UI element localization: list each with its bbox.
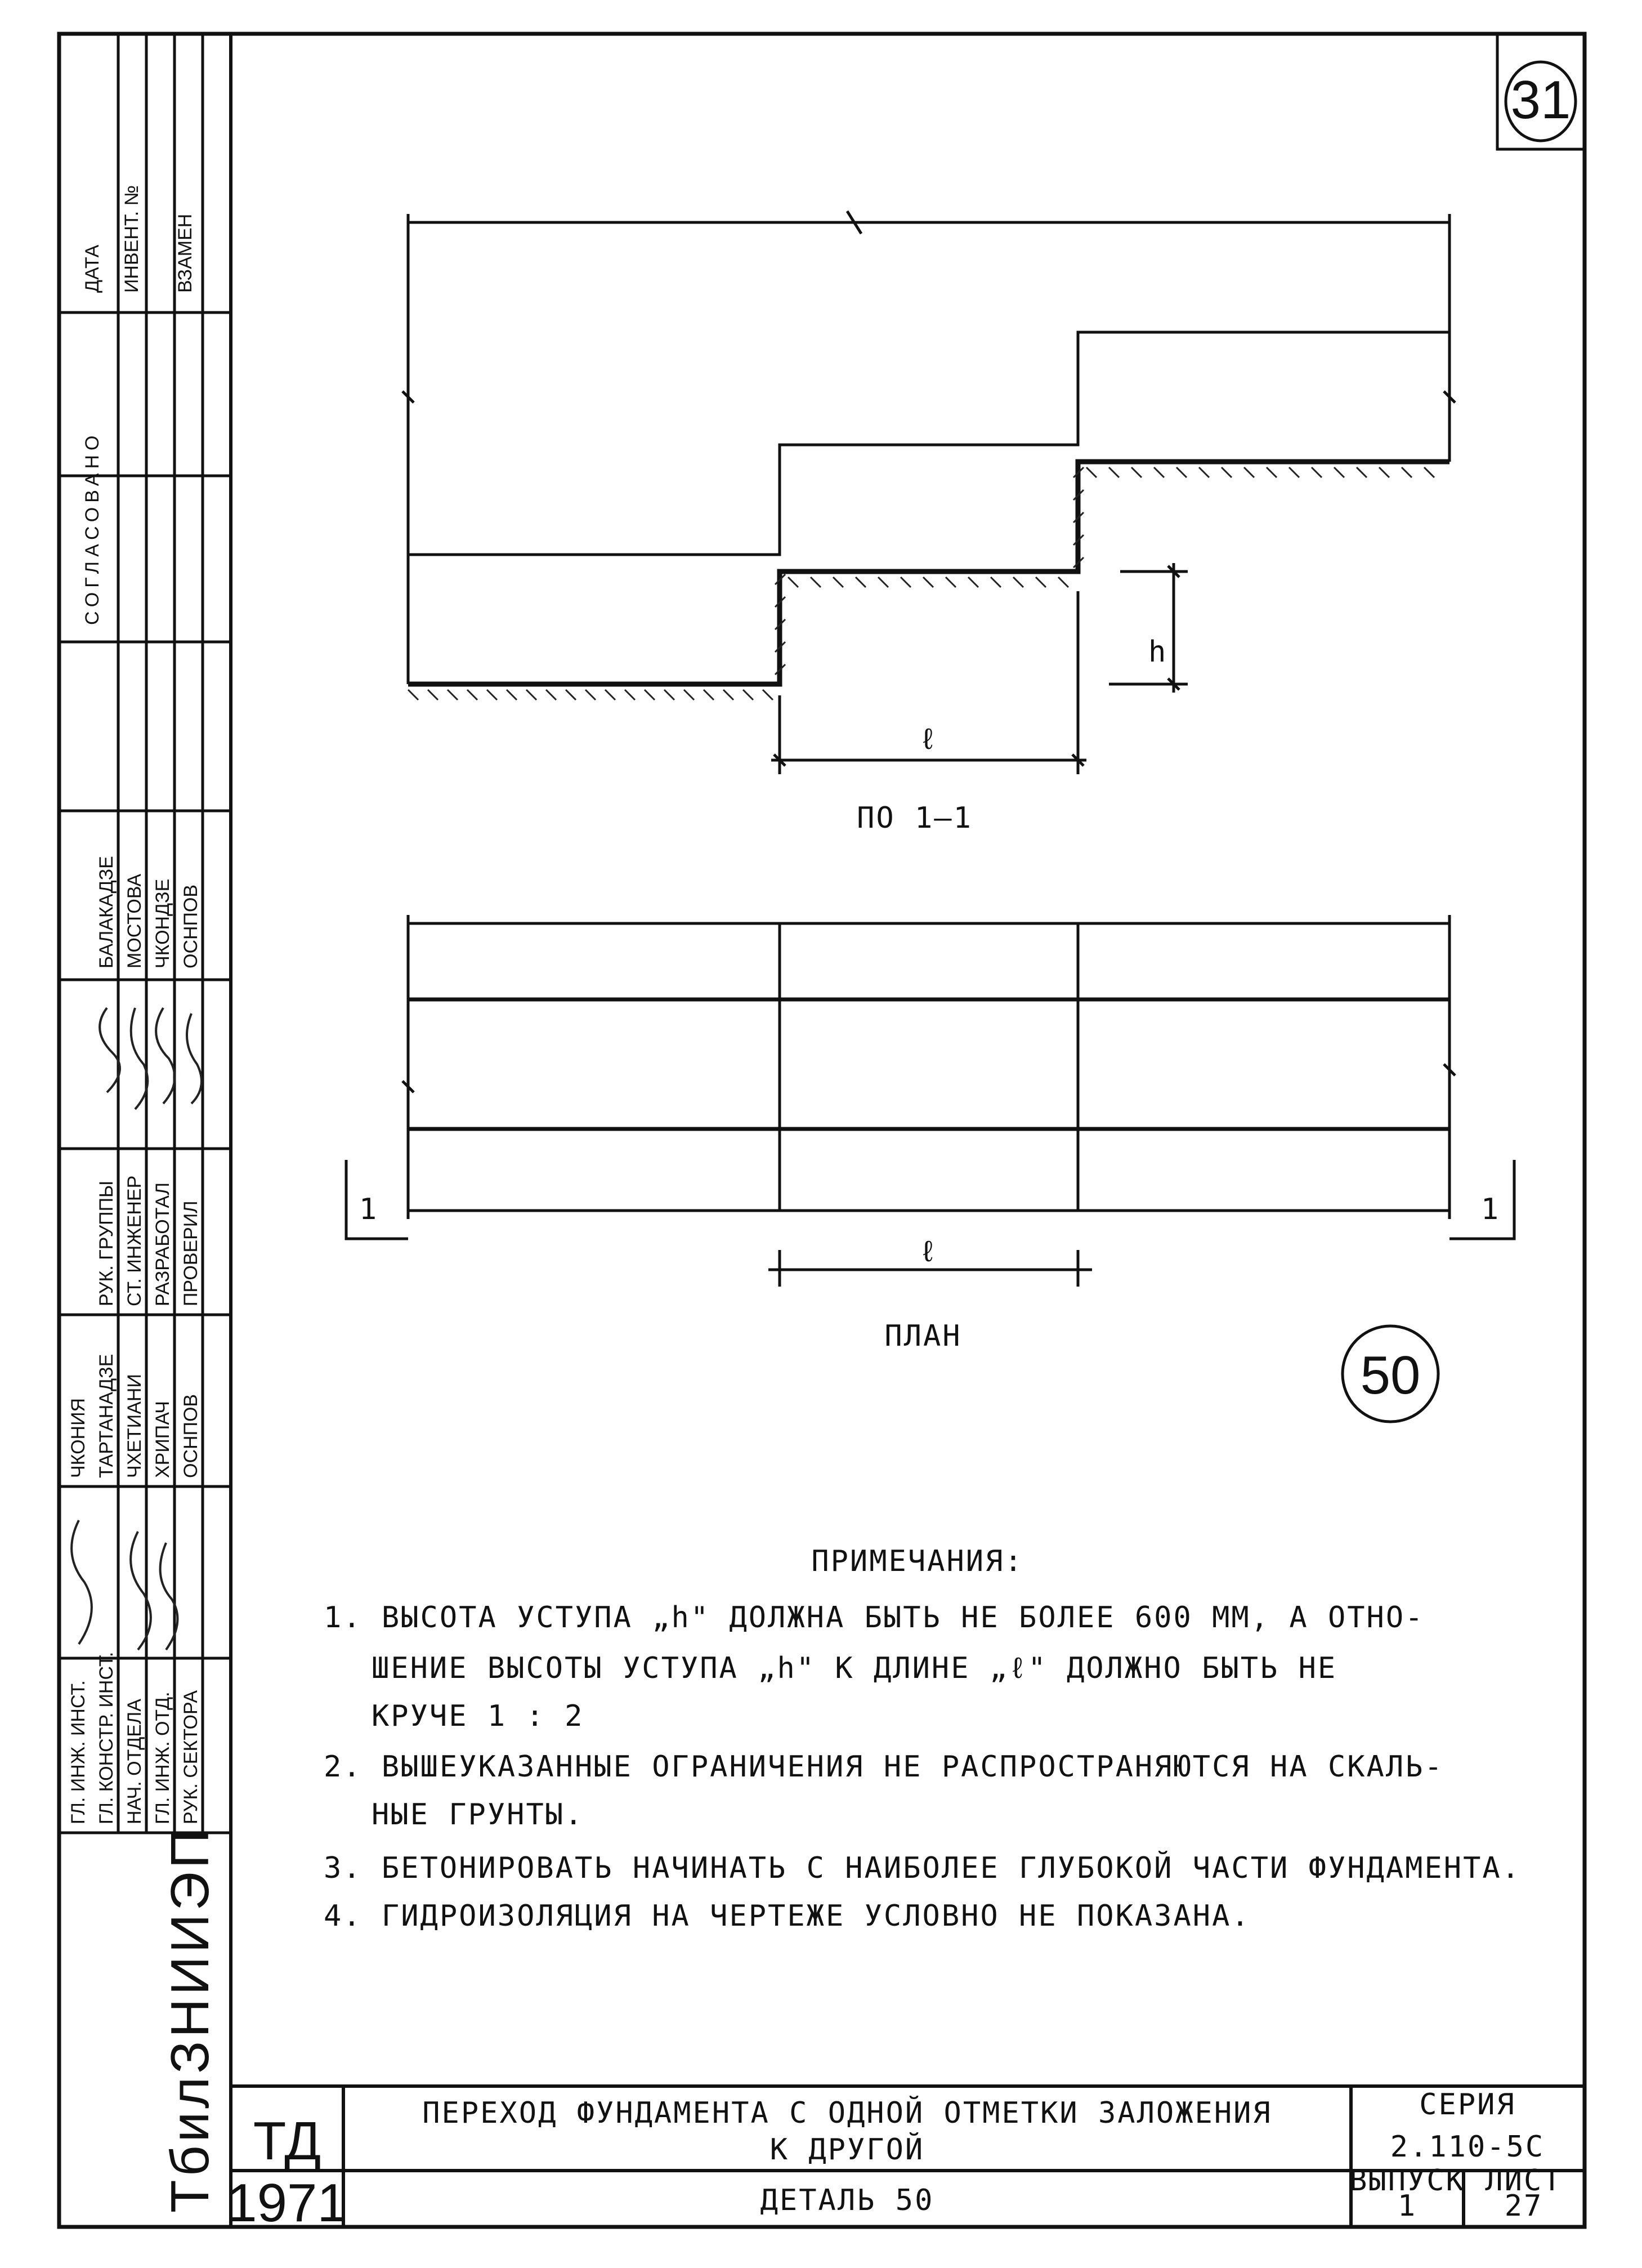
foundation-bottom-outline xyxy=(408,462,1449,684)
series-label: СЕРИЯ xyxy=(1419,2088,1516,2122)
stamp-name-b-4: ХРИПАЧ xyxy=(152,1401,173,1478)
section-view xyxy=(402,211,1455,684)
title-line-2: К ДРУГОЙ xyxy=(769,2133,925,2167)
stamp-name-b-3: ЧХЕТИАНИ xyxy=(124,1374,145,1478)
org-code: ТД xyxy=(253,2111,321,2171)
stamp-role-a-4: ПРОВЕРИЛ xyxy=(180,1200,202,1306)
plan-view xyxy=(346,915,1514,1287)
note-line-7: 4. ГИДРОИЗОЛЯЦИЯ НА ЧЕРТЕЖЕ УСЛОВНО НЕ ПОКАЗАНА. xyxy=(324,1899,1251,1933)
stamp-name-b-2: ТАРТАНАДЗЕ xyxy=(96,1354,117,1478)
sheet-value: 27 xyxy=(1504,2189,1543,2223)
stamp-role-a-2: СТ. ИНЖЕНЕР xyxy=(124,1175,145,1306)
plan-length-label: ℓ xyxy=(919,1235,939,1269)
stamp-header-replace: ВЗАМЕН xyxy=(175,213,196,293)
note-line-2: ШЕНИЕ ВЫСОТЫ УСТУПА „h" К ДЛИНЕ „ℓ" ДОЛЖНО БЫТЬ НЕ xyxy=(372,1651,1337,1685)
section-length-label: ℓ xyxy=(919,722,939,756)
institute-name: ТбилЗНИИЭП xyxy=(160,1826,220,2213)
sheet-label: ЛИСТ xyxy=(1485,2164,1563,2198)
issue-value: 1 xyxy=(1397,2189,1417,2223)
note-line-1: 1. ВЫСОТА УСТУПА „h" ДОЛЖНА БЫТЬ НЕ БОЛЕЕ 600 ММ, А ОТНО- xyxy=(324,1601,1425,1635)
title-line-1: ПЕРЕХОД ФУНДАМЕНТА С ОДНОЙ ОТМЕТКИ ЗАЛОЖЕНИЯ xyxy=(422,2096,1272,2130)
height-dimension xyxy=(1109,563,1188,693)
detail-label: ДЕТАЛЬ 50 xyxy=(760,2184,934,2217)
stamp-name-b-5: ОСНПОВ xyxy=(180,1394,202,1478)
stamp-role-a-3: РАЗРАБОТАЛ xyxy=(152,1182,173,1306)
height-label: h xyxy=(1148,635,1168,669)
stamp-role-b-2: ГЛ. КОНСТР. ИНСТ. xyxy=(96,1651,117,1824)
stamp-role-a-1: РУК. ГРУППЫ xyxy=(96,1180,117,1306)
stamp-role-b-3: НАЧ. ОТДЕЛА xyxy=(124,1699,145,1824)
stamp-name-a-2: МОСТОВА xyxy=(124,873,145,968)
stamp-header-inventory: ИНВЕНТ. № xyxy=(121,185,142,293)
section-caption: ПО 1—1 xyxy=(857,801,973,835)
foundation-top-outline xyxy=(408,332,1449,555)
series-value: 2.110-5С xyxy=(1390,2130,1545,2164)
note-line-3: КРУЧЕ 1 : 2 xyxy=(372,1699,584,1733)
plan-caption: ПЛАН xyxy=(884,1319,962,1353)
stamp-name-a-4: ОСНПОВ xyxy=(180,884,202,968)
note-line-4: 2. ВЫШЕУКАЗАННЫЕ ОГРАНИЧЕНИЯ НЕ РАСПРОСТРАНЯЮТСЯ НА СКАЛЬ- xyxy=(324,1750,1444,1784)
stamp-name-a-1: БАЛАКАДЗЕ xyxy=(96,856,117,968)
cut-mark-left: 1 xyxy=(359,1193,379,1226)
stamp-agreed: СОГЛАСОВАНО xyxy=(82,431,103,625)
stamp-role-b-5: РУК. СЕКТОРА xyxy=(180,1690,202,1824)
sheet-number: 31 xyxy=(1510,70,1571,130)
stamp-role-b-4: ГЛ. ИНЖ. ОТД. xyxy=(152,1691,173,1824)
soil-hatching xyxy=(408,467,1434,700)
stamp-role-b-1: ГЛ. ИНЖ. ИНСТ. xyxy=(68,1680,89,1824)
signatures xyxy=(71,1008,202,1650)
cut-mark-right: 1 xyxy=(1480,1193,1501,1226)
detail-number: 50 xyxy=(1360,1345,1421,1405)
stamp-name-b-1: ЧКОНИЯ xyxy=(68,1398,89,1478)
notes-heading: ПРИМЕЧАНИЯ: xyxy=(811,1544,1024,1578)
issue-label: ВЫПУСК xyxy=(1349,2164,1465,2198)
note-line-5: НЫЕ ГРУНТЫ. xyxy=(372,1798,584,1832)
year: 1971 xyxy=(227,2173,347,2233)
stamp-header-date: ДАТА xyxy=(82,244,103,293)
note-line-6: 3. БЕТОНИРОВАТЬ НАЧИНАТЬ С НАИБОЛЕЕ ГЛУБОКОЙ ЧАСТИ ФУНДАМЕНТА. xyxy=(324,1851,1522,1885)
stamp-name-a-3: ЧКОНДЗЕ xyxy=(152,878,173,968)
